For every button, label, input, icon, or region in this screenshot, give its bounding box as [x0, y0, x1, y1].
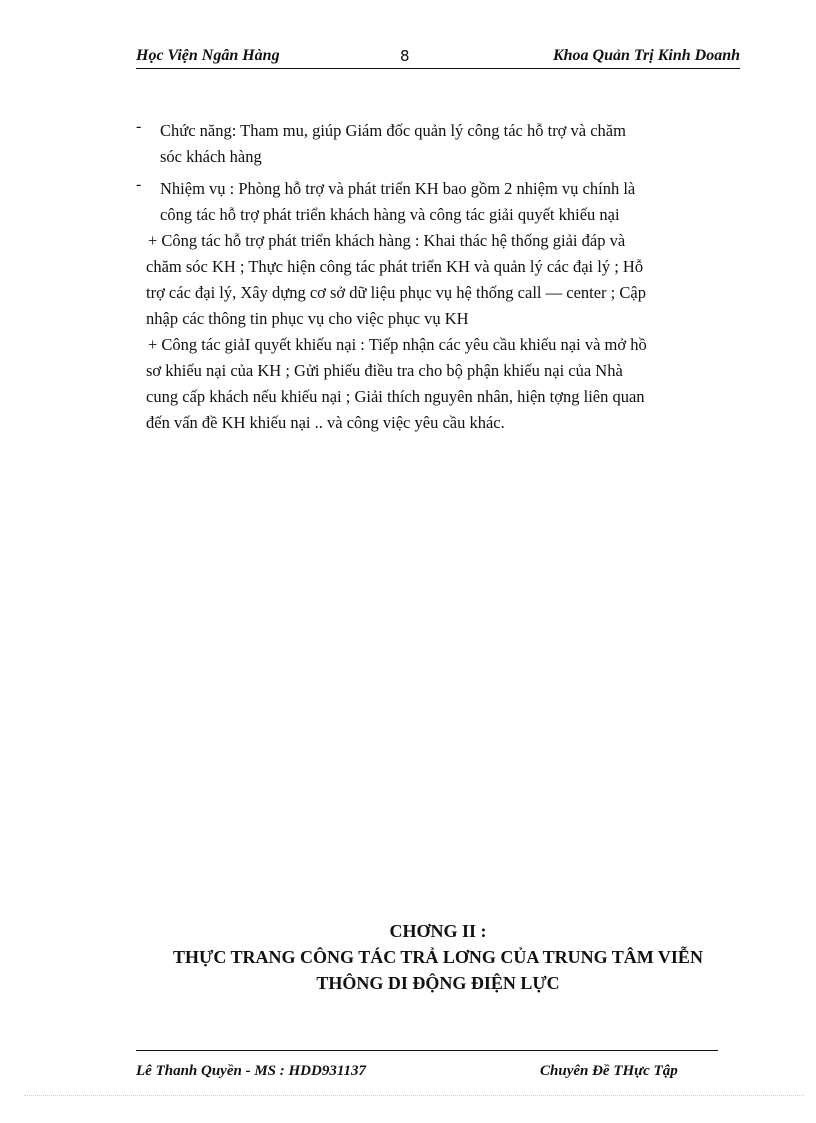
page-footer — [136, 1050, 718, 1079]
footer-document-type: Chuyên Đề THực Tập — [540, 1063, 678, 1079]
bullet-marker: - — [136, 118, 142, 135]
document-body — [136, 118, 746, 436]
text-line: Chức năng: Tham mu, giúp Giám đốc quản lý công tác hỗ trợ và chăm — [160, 121, 626, 140]
header-faculty: Khoa Quản Trị Kinh Doanh — [552, 47, 740, 64]
chapter-title-line-1: THỰC TRANG CÔNG TÁC TRẢ LƠNG CỦA TRUNG TÂM VIỄN — [173, 947, 703, 967]
text-line: công tác hỗ trợ phát triển khách hàng và công tác giải quyết khiếu nại — [160, 205, 620, 224]
header-institution: Học Viện Ngân Hàng — [136, 47, 280, 64]
text-line: sóc khách hàng — [160, 147, 262, 166]
footer-author: Lê Thanh Quyền - MS : HDD931137 — [136, 1063, 367, 1079]
text-line: + Công tác giảI quyết khiếu nại : Tiếp nhận các yêu cầu khiếu nại và mở hồ — [148, 335, 647, 354]
text-line: đến vấn đề KH khiếu nại .. và công việc yêu cầu khác. — [146, 413, 505, 432]
text-line: nhập các thông tin phục vụ cho việc phục vụ KH — [146, 309, 469, 328]
bullet-duties — [136, 176, 746, 228]
chapter-title-line-2: THÔNG DI ĐỘNG ĐIỆN LỰC — [316, 973, 560, 993]
text-line: Nhiệm vụ : Phòng hỗ trợ và phát triển KH bao gồm 2 nhiệm vụ chính là — [160, 179, 636, 198]
bullet-marker: - — [136, 176, 142, 193]
text-line: trợ các đại lý, Xây dựng cơ sở dữ liệu phục vụ hệ thống call — center ; Cập — [146, 283, 646, 302]
page-edge-divider — [24, 1095, 804, 1096]
text-line: cung cấp khách nếu khiếu nại ; Giải thích nguyên nhân, hiện tợng liên quan — [146, 387, 645, 406]
page-header — [136, 44, 740, 69]
text-line: + Công tác hỗ trợ phát triển khách hàng : Khai thác hệ thống giải đáp và — [148, 231, 626, 250]
bullet-function — [136, 118, 746, 170]
plus-item-complaint-handling — [136, 332, 746, 436]
chapter-number: CHƠNG II : — [389, 921, 487, 941]
plus-item-customer-development — [136, 228, 746, 332]
page-number: 8 — [400, 47, 410, 65]
text-line: chăm sóc KH ; Thực hiện công tác phát triển KH và quản lý các đại lý ; Hỗ — [146, 257, 644, 276]
chapter-heading — [136, 918, 740, 996]
text-line: sơ khiếu nại của KH ; Gửi phiếu điều tra cho bộ phận khiếu nại của Nhà — [146, 361, 623, 380]
